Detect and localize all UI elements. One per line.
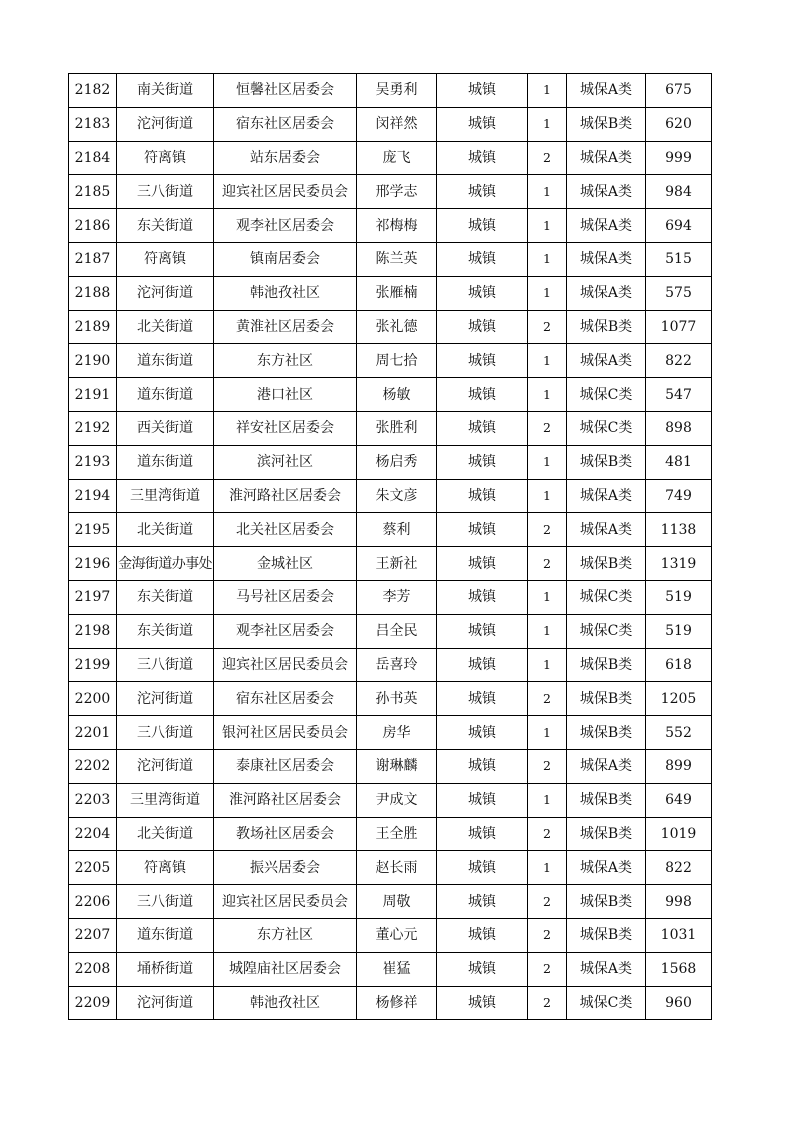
name-cell: 杨启秀 — [357, 445, 437, 479]
name-cell: 陈兰英 — [357, 242, 437, 276]
community-cell: 城隍庙社区居委会 — [214, 952, 357, 986]
street-cell: 三八街道 — [117, 885, 214, 919]
community-cell: 港口社区 — [214, 378, 357, 412]
area-type-cell: 城镇 — [437, 682, 528, 716]
table-row — [69, 411, 712, 445]
name-cell: 李芳 — [357, 580, 437, 614]
community-cell: 马号社区居委会 — [214, 580, 357, 614]
area-type-cell: 城镇 — [437, 851, 528, 885]
name-cell: 孙书英 — [357, 682, 437, 716]
amount-cell: 575 — [646, 276, 712, 310]
amount-cell: 694 — [646, 209, 712, 243]
category-cell: 城保A类 — [567, 74, 646, 108]
amount-cell: 552 — [646, 716, 712, 750]
amount-cell: 898 — [646, 411, 712, 445]
amount-cell: 519 — [646, 580, 712, 614]
community-cell: 观李社区居委会 — [214, 614, 357, 648]
table-row — [69, 749, 712, 783]
table-row — [69, 952, 712, 986]
name-cell: 庞飞 — [357, 141, 437, 175]
count-cell: 1 — [528, 851, 567, 885]
amount-cell: 1077 — [646, 310, 712, 344]
count-cell: 2 — [528, 411, 567, 445]
table-row — [69, 310, 712, 344]
name-cell: 房华 — [357, 716, 437, 750]
amount-cell: 1205 — [646, 682, 712, 716]
count-cell: 2 — [528, 817, 567, 851]
community-cell: 宿东社区居委会 — [214, 107, 357, 141]
row-id-cell: 2201 — [69, 716, 117, 750]
table-row — [69, 175, 712, 209]
count-cell: 2 — [528, 986, 567, 1020]
count-cell: 2 — [528, 513, 567, 547]
name-cell: 张雁楠 — [357, 276, 437, 310]
name-cell: 崔猛 — [357, 952, 437, 986]
category-cell: 城保A类 — [567, 141, 646, 175]
category-cell: 城保A类 — [567, 209, 646, 243]
row-id-cell: 2193 — [69, 445, 117, 479]
name-cell: 王全胜 — [357, 817, 437, 851]
count-cell: 1 — [528, 242, 567, 276]
street-cell: 西关街道 — [117, 411, 214, 445]
count-cell: 1 — [528, 209, 567, 243]
street-cell: 东关街道 — [117, 614, 214, 648]
row-id-cell: 2208 — [69, 952, 117, 986]
table-row — [69, 614, 712, 648]
community-cell: 东方社区 — [214, 344, 357, 378]
name-cell: 杨修祥 — [357, 986, 437, 1020]
table-row — [69, 378, 712, 412]
row-id-cell: 2200 — [69, 682, 117, 716]
name-cell: 周七拾 — [357, 344, 437, 378]
count-cell: 1 — [528, 344, 567, 378]
count-cell: 2 — [528, 682, 567, 716]
category-cell: 城保A类 — [567, 952, 646, 986]
count-cell: 1 — [528, 378, 567, 412]
area-type-cell: 城镇 — [437, 209, 528, 243]
street-cell: 三八街道 — [117, 175, 214, 209]
street-cell: 道东街道 — [117, 378, 214, 412]
name-cell: 蔡利 — [357, 513, 437, 547]
community-cell: 迎宾社区居民委员会 — [214, 648, 357, 682]
row-id-cell: 2192 — [69, 411, 117, 445]
name-cell: 王新社 — [357, 547, 437, 581]
name-cell: 朱文彦 — [357, 479, 437, 513]
community-cell: 淮河路社区居委会 — [214, 479, 357, 513]
count-cell: 2 — [528, 918, 567, 952]
row-id-cell: 2197 — [69, 580, 117, 614]
count-cell: 2 — [528, 749, 567, 783]
category-cell: 城保A类 — [567, 749, 646, 783]
row-id-cell: 2182 — [69, 74, 117, 108]
row-id-cell: 2191 — [69, 378, 117, 412]
count-cell: 1 — [528, 716, 567, 750]
table-row — [69, 344, 712, 378]
table-body — [69, 74, 712, 1020]
community-cell: 观李社区居委会 — [214, 209, 357, 243]
area-type-cell: 城镇 — [437, 344, 528, 378]
name-cell: 周敬 — [357, 885, 437, 919]
row-id-cell: 2183 — [69, 107, 117, 141]
community-cell: 恒馨社区居委会 — [214, 74, 357, 108]
community-cell: 站东居委会 — [214, 141, 357, 175]
area-type-cell: 城镇 — [437, 107, 528, 141]
area-type-cell: 城镇 — [437, 716, 528, 750]
row-id-cell: 2184 — [69, 141, 117, 175]
area-type-cell: 城镇 — [437, 74, 528, 108]
area-type-cell: 城镇 — [437, 445, 528, 479]
category-cell: 城保C类 — [567, 986, 646, 1020]
amount-cell: 998 — [646, 885, 712, 919]
area-type-cell: 城镇 — [437, 783, 528, 817]
street-cell: 沱河街道 — [117, 749, 214, 783]
category-cell: 城保B类 — [567, 682, 646, 716]
count-cell: 1 — [528, 648, 567, 682]
count-cell: 2 — [528, 310, 567, 344]
street-cell: 北关街道 — [117, 310, 214, 344]
table-row — [69, 107, 712, 141]
table-row — [69, 445, 712, 479]
name-cell: 张胜利 — [357, 411, 437, 445]
row-id-cell: 2204 — [69, 817, 117, 851]
amount-cell: 822 — [646, 851, 712, 885]
community-cell: 黄淮社区居委会 — [214, 310, 357, 344]
category-cell: 城保B类 — [567, 107, 646, 141]
street-cell: 道东街道 — [117, 445, 214, 479]
area-type-cell: 城镇 — [437, 276, 528, 310]
street-cell: 东关街道 — [117, 209, 214, 243]
amount-cell: 899 — [646, 749, 712, 783]
table-row — [69, 209, 712, 243]
street-cell: 北关街道 — [117, 817, 214, 851]
table-row — [69, 141, 712, 175]
row-id-cell: 2203 — [69, 783, 117, 817]
table-row — [69, 918, 712, 952]
community-cell: 淮河路社区居委会 — [214, 783, 357, 817]
count-cell: 2 — [528, 141, 567, 175]
count-cell: 1 — [528, 614, 567, 648]
area-type-cell: 城镇 — [437, 141, 528, 175]
category-cell: 城保B类 — [567, 716, 646, 750]
street-cell: 南关街道 — [117, 74, 214, 108]
row-id-cell: 2187 — [69, 242, 117, 276]
area-type-cell: 城镇 — [437, 513, 528, 547]
name-cell: 杨敏 — [357, 378, 437, 412]
category-cell: 城保B类 — [567, 547, 646, 581]
count-cell: 2 — [528, 952, 567, 986]
amount-cell: 481 — [646, 445, 712, 479]
community-cell: 东方社区 — [214, 918, 357, 952]
area-type-cell: 城镇 — [437, 175, 528, 209]
table-row — [69, 986, 712, 1020]
table-row — [69, 716, 712, 750]
category-cell: 城保A类 — [567, 479, 646, 513]
category-cell: 城保A类 — [567, 513, 646, 547]
community-cell: 泰康社区居委会 — [214, 749, 357, 783]
row-id-cell: 2190 — [69, 344, 117, 378]
category-cell: 城保B类 — [567, 817, 646, 851]
street-cell: 符离镇 — [117, 242, 214, 276]
area-type-cell: 城镇 — [437, 411, 528, 445]
table-row — [69, 783, 712, 817]
amount-cell: 620 — [646, 107, 712, 141]
community-cell: 韩池孜社区 — [214, 276, 357, 310]
community-cell: 祥安社区居委会 — [214, 411, 357, 445]
area-type-cell: 城镇 — [437, 614, 528, 648]
amount-cell: 547 — [646, 378, 712, 412]
row-id-cell: 2205 — [69, 851, 117, 885]
category-cell: 城保C类 — [567, 614, 646, 648]
community-cell: 教场社区居委会 — [214, 817, 357, 851]
amount-cell: 822 — [646, 344, 712, 378]
table-row — [69, 648, 712, 682]
count-cell: 1 — [528, 580, 567, 614]
community-cell: 滨河社区 — [214, 445, 357, 479]
street-cell: 埇桥街道 — [117, 952, 214, 986]
name-cell: 尹成文 — [357, 783, 437, 817]
row-id-cell: 2209 — [69, 986, 117, 1020]
street-cell: 三八街道 — [117, 716, 214, 750]
area-type-cell: 城镇 — [437, 310, 528, 344]
amount-cell: 618 — [646, 648, 712, 682]
table-row — [69, 817, 712, 851]
community-cell: 韩池孜社区 — [214, 986, 357, 1020]
amount-cell: 960 — [646, 986, 712, 1020]
amount-cell: 1138 — [646, 513, 712, 547]
name-cell: 吴勇利 — [357, 74, 437, 108]
count-cell: 2 — [528, 547, 567, 581]
community-cell: 镇南居委会 — [214, 242, 357, 276]
name-cell: 董心元 — [357, 918, 437, 952]
count-cell: 1 — [528, 479, 567, 513]
community-cell: 北关社区居委会 — [214, 513, 357, 547]
name-cell: 祁梅梅 — [357, 209, 437, 243]
area-type-cell: 城镇 — [437, 378, 528, 412]
row-id-cell: 2188 — [69, 276, 117, 310]
table-row — [69, 851, 712, 885]
count-cell: 1 — [528, 783, 567, 817]
street-cell: 三里湾街道 — [117, 783, 214, 817]
category-cell: 城保C类 — [567, 580, 646, 614]
area-type-cell: 城镇 — [437, 242, 528, 276]
count-cell: 1 — [528, 445, 567, 479]
category-cell: 城保B类 — [567, 310, 646, 344]
amount-cell: 649 — [646, 783, 712, 817]
amount-cell: 675 — [646, 74, 712, 108]
community-cell: 金城社区 — [214, 547, 357, 581]
row-id-cell: 2186 — [69, 209, 117, 243]
row-id-cell: 2195 — [69, 513, 117, 547]
row-id-cell: 2198 — [69, 614, 117, 648]
area-type-cell: 城镇 — [437, 918, 528, 952]
data-table — [68, 73, 712, 1020]
amount-cell: 749 — [646, 479, 712, 513]
street-cell: 符离镇 — [117, 141, 214, 175]
street-cell: 三八街道 — [117, 648, 214, 682]
row-id-cell: 2189 — [69, 310, 117, 344]
area-type-cell: 城镇 — [437, 952, 528, 986]
category-cell: 城保A类 — [567, 276, 646, 310]
area-type-cell: 城镇 — [437, 986, 528, 1020]
category-cell: 城保A类 — [567, 344, 646, 378]
row-id-cell: 2199 — [69, 648, 117, 682]
amount-cell: 984 — [646, 175, 712, 209]
name-cell: 邢学志 — [357, 175, 437, 209]
table-row — [69, 682, 712, 716]
count-cell: 1 — [528, 175, 567, 209]
category-cell: 城保C类 — [567, 411, 646, 445]
street-cell: 道东街道 — [117, 344, 214, 378]
name-cell: 闵祥然 — [357, 107, 437, 141]
table-row — [69, 547, 712, 581]
amount-cell: 515 — [646, 242, 712, 276]
area-type-cell: 城镇 — [437, 817, 528, 851]
category-cell: 城保B类 — [567, 918, 646, 952]
community-cell: 振兴居委会 — [214, 851, 357, 885]
community-cell: 迎宾社区居民委员会 — [214, 885, 357, 919]
category-cell: 城保A类 — [567, 175, 646, 209]
category-cell: 城保B类 — [567, 445, 646, 479]
category-cell: 城保B类 — [567, 648, 646, 682]
area-type-cell: 城镇 — [437, 580, 528, 614]
area-type-cell: 城镇 — [437, 749, 528, 783]
community-cell: 银河社区居民委员会 — [214, 716, 357, 750]
name-cell: 赵长雨 — [357, 851, 437, 885]
street-cell: 符离镇 — [117, 851, 214, 885]
table-row — [69, 242, 712, 276]
street-cell: 沱河街道 — [117, 986, 214, 1020]
street-cell: 北关街道 — [117, 513, 214, 547]
table-row — [69, 276, 712, 310]
name-cell: 张礼德 — [357, 310, 437, 344]
row-id-cell: 2194 — [69, 479, 117, 513]
row-id-cell: 2196 — [69, 547, 117, 581]
amount-cell: 1031 — [646, 918, 712, 952]
amount-cell: 1319 — [646, 547, 712, 581]
table-row — [69, 885, 712, 919]
category-cell: 城保A类 — [567, 242, 646, 276]
count-cell: 2 — [528, 885, 567, 919]
area-type-cell: 城镇 — [437, 547, 528, 581]
street-cell: 沱河街道 — [117, 276, 214, 310]
area-type-cell: 城镇 — [437, 885, 528, 919]
row-id-cell: 2206 — [69, 885, 117, 919]
amount-cell: 1019 — [646, 817, 712, 851]
category-cell: 城保A类 — [567, 851, 646, 885]
count-cell: 1 — [528, 74, 567, 108]
area-type-cell: 城镇 — [437, 648, 528, 682]
table-row — [69, 513, 712, 547]
amount-cell: 519 — [646, 614, 712, 648]
count-cell: 1 — [528, 276, 567, 310]
category-cell: 城保B类 — [567, 783, 646, 817]
amount-cell: 999 — [646, 141, 712, 175]
count-cell: 1 — [528, 107, 567, 141]
street-cell: 道东街道 — [117, 918, 214, 952]
area-type-cell: 城镇 — [437, 479, 528, 513]
category-cell: 城保C类 — [567, 378, 646, 412]
table-row — [69, 74, 712, 108]
street-cell: 三里湾街道 — [117, 479, 214, 513]
street-cell: 沱河街道 — [117, 107, 214, 141]
name-cell: 谢琳麟 — [357, 749, 437, 783]
amount-cell: 1568 — [646, 952, 712, 986]
community-cell: 迎宾社区居民委员会 — [214, 175, 357, 209]
row-id-cell: 2185 — [69, 175, 117, 209]
street-cell: 金海街道办事处 — [117, 547, 214, 581]
category-cell: 城保B类 — [567, 885, 646, 919]
community-cell: 宿东社区居委会 — [214, 682, 357, 716]
row-id-cell: 2202 — [69, 749, 117, 783]
table-row — [69, 479, 712, 513]
street-cell: 沱河街道 — [117, 682, 214, 716]
name-cell: 岳喜玲 — [357, 648, 437, 682]
table-row — [69, 580, 712, 614]
street-cell: 东关街道 — [117, 580, 214, 614]
name-cell: 吕全民 — [357, 614, 437, 648]
row-id-cell: 2207 — [69, 918, 117, 952]
